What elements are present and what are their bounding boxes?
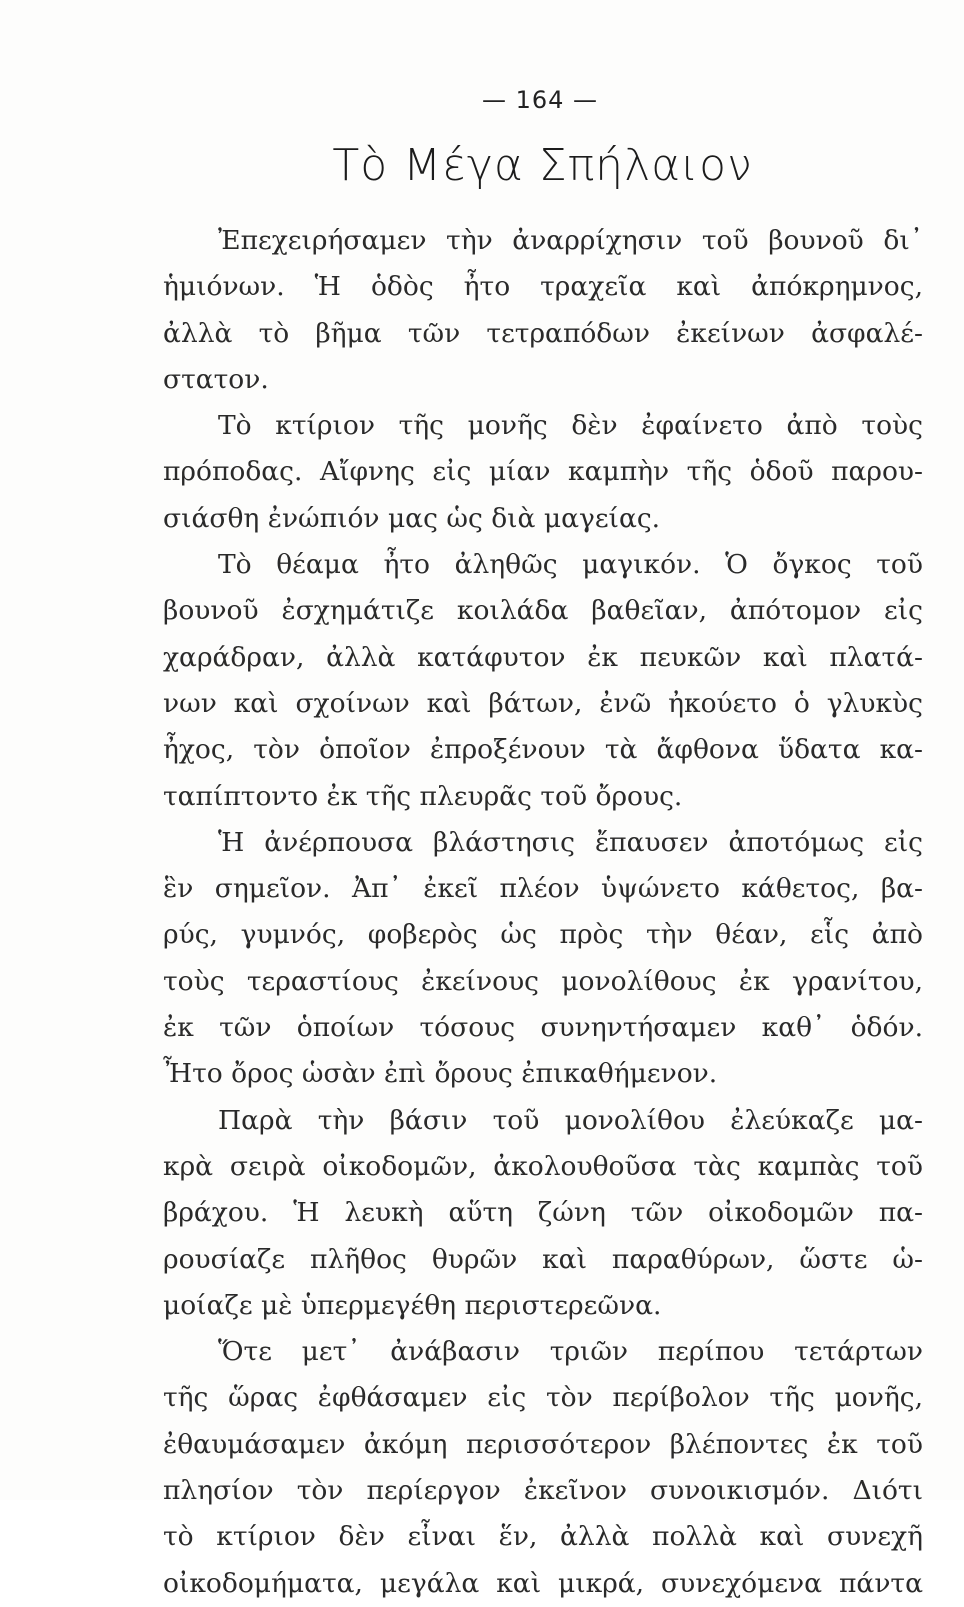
text-line: Παρὰ τὴν βάσιν τοῦ μονολίθου ἐλεύκαζε μα- [218, 1104, 923, 1136]
text-line: ἦχος, τὸν ὁποῖον ἐπροξένουν τὰ ἄφθονα ὕδατα κα- [163, 734, 923, 766]
text-line: Ἡ ἀνέρπουσα βλάστησις ἔπαυσεν ἀποτόμως εἰς [218, 826, 923, 858]
text-line: ἀλλὰ τὸ βῆμα τῶν τετραπόδων ἐκείνων ἀσφαλέ- [163, 317, 923, 349]
text-line: ρύς, γυμνός, φοβερὸς ὡς πρὸς τὴν θέαν, εἷς ἀπὸ [163, 919, 923, 951]
text-line: ταπίπτοντο ἐκ τῆς πλευρᾶς τοῦ ὄρους. [163, 780, 683, 812]
text-line: σιάσθη ἐνώπιόν μας ὡς διὰ μαγείας. [163, 502, 661, 534]
text-line: Τὸ κτίριον τῆς μονῆς δὲν ἐφαίνετο ἀπὸ τοὺς [218, 410, 923, 442]
text-line: ἐκ τῶν ὁποίων τόσους συνηντήσαμεν καθ᾽ ὁδόν. [163, 1012, 923, 1044]
text-line: στατον. [163, 363, 269, 395]
text-line: τοὺς τεραστίους ἐκείνους μονολίθους ἐκ γρανίτου, [163, 965, 923, 997]
text-line: ἓν σημεῖον. Ἀπ᾽ ἐκεῖ πλέον ὑψώνετο κάθετος, βα- [163, 873, 923, 905]
text-line: τῆς ὥρας ἐφθάσαμεν εἰς τὸν περίβολον τῆς μονῆς, [163, 1382, 923, 1414]
text-line: χαράδραν, ἀλλὰ κατάφυτον ἐκ πευκῶν καὶ πλατά- [163, 641, 923, 673]
chapter-title: Τὸ Μέγα Σπήλαιον [332, 140, 753, 191]
text-line: οἰκοδομήματα, μεγάλα καὶ μικρά, συνεχόμενα πάντα [163, 1567, 923, 1599]
text-line: κρὰ σειρὰ οἰκοδομῶν, ἀκολουθοῦσα τὰς καμπὰς τοῦ [163, 1150, 923, 1182]
text-line: ρουσίαζε πλῆθος θυρῶν καὶ παραθύρων, ὥστε ὡ- [163, 1243, 923, 1275]
text-line: πλησίον τὸν περίεργον ἐκεῖνον συνοικισμόν. Διότι [163, 1475, 923, 1507]
text-line: Ὅτε μετ᾽ ἀνάβασιν τριῶν περίπου τετάρτων [218, 1336, 923, 1368]
text-line: ἡμιόνων. Ἡ ὁδὸς ἦτο τραχεῖα καὶ ἀπόκρημνος, [163, 271, 923, 303]
body-text [163, 218, 923, 1607]
page-number: — 164 — [481, 86, 599, 114]
text-line: τὸ κτίριον δὲν εἶναι ἕν, ἀλλὰ πολλὰ καὶ συνεχῆ [163, 1521, 923, 1553]
text-line: ἐθαυμάσαμεν ἀκόμη περισσότερον βλέποντες ἐκ τοῦ [163, 1428, 923, 1460]
text-line: Ἦτο ὄρος ὡσὰν ἐπὶ ὄρους ἐπικαθήμενον. [163, 1058, 718, 1090]
text-line: νων καὶ σχοίνων καὶ βάτων, ἐνῶ ἠκούετο ὁ γλυκὺς [163, 687, 923, 719]
text-line: βράχου. Ἡ λευκὴ αὕτη ζώνη τῶν οἰκοδομῶν πα- [163, 1197, 923, 1229]
text-line: Ἐπεχειρήσαμεν τὴν ἀναρρίχησιν τοῦ βουνοῦ δι᾽ [218, 225, 923, 256]
text-line: μοίαζε μὲ ὑπερμεγέθη περιστερεῶνα. [163, 1289, 662, 1321]
text-line: βουνοῦ ἐσχημάτιζε κοιλάδα βαθεῖαν, ἀπότομον εἰς [163, 595, 923, 627]
text-line: πρόποδας. Αἴφνης εἰς μίαν καμπὴν τῆς ὁδοῦ παρου- [163, 456, 923, 488]
text-line: Τὸ θέαμα ἦτο ἀληθῶς μαγικόν. Ὁ ὄγκος τοῦ [218, 549, 923, 581]
